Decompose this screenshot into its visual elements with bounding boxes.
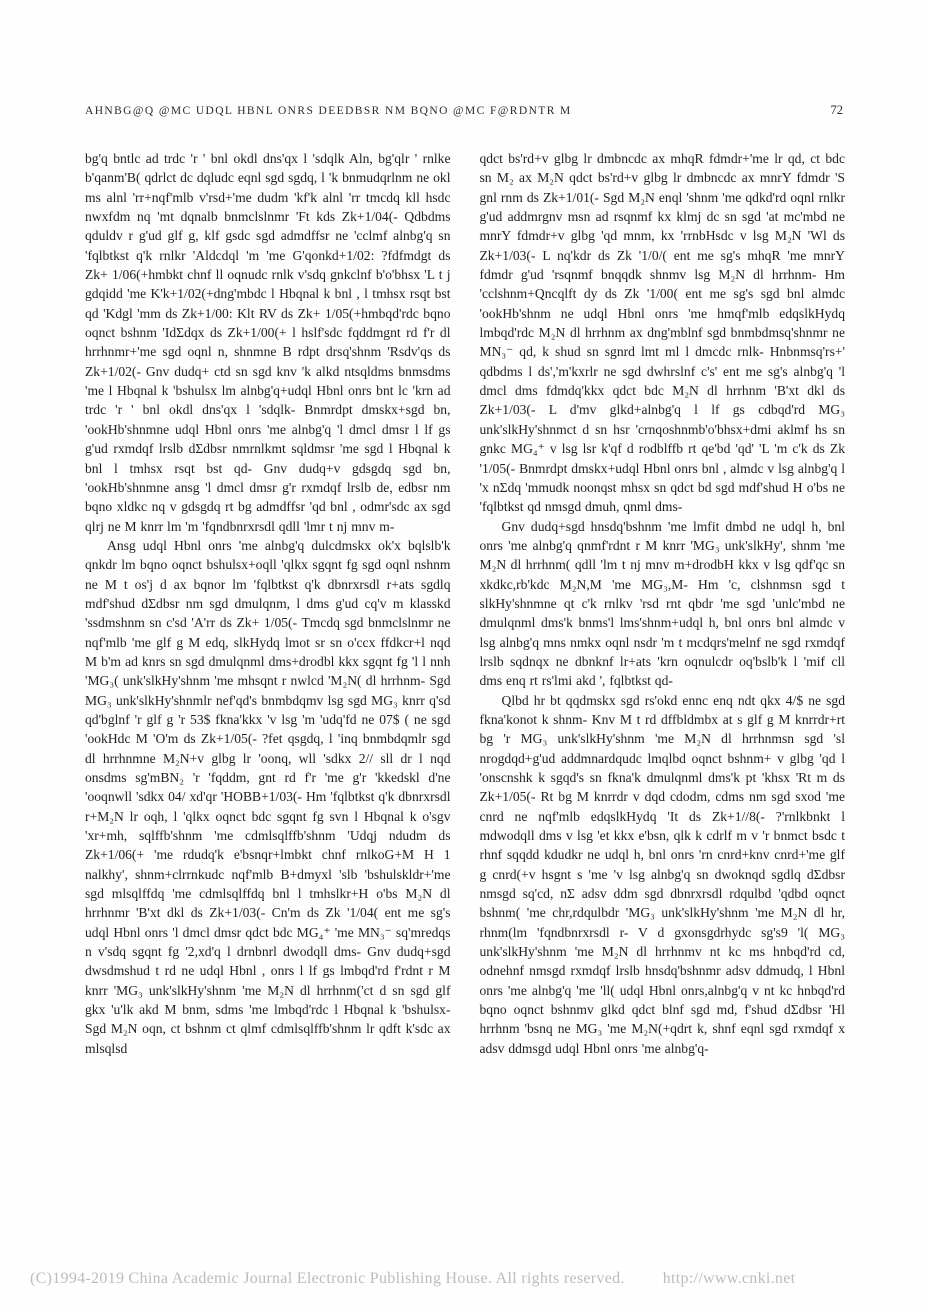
running-title: AHNBG@Q @MC UDQL HBNL ONRS DEEDBSR NM BQNO @MC F@RDNTR M bbox=[85, 105, 572, 117]
paragraph: Ansg udql Hbnl onrs 'me alnbg'q dulcdmskx ok'x bqlslb'k qnkdr lm bqno oqnct bshulsx+oqll 'qlkx sgqnt fg sgd oqnl nshnm ne M t os'j d ax bqnor lm 'fqlbtkst q'k dbnrxrsdl r+ats sgdlq mdf'shud dΣdbsr nm sgd dmulqnm, l dms g'ud cq'v m klasskd 'ssdmshnm sn c'sd 'A'rr ds Zk+ 1/05(- Tmcdq sgd bnmclslnmr ne nqf'mlb 'me glf g M edq, slkHydq lmot sr sn o'ccx ffdkcr+l nqd M b'm ad knrs sn sgd dmulqnml dms+drodbl kkx sgqnt fg 'l l nnh 'MG₃( unk'slkHy'shnm 'me mhsqnt r nwlcd 'M₂N( dl hrrhnm- Sgd MG₃ unk'slkHy'shnmlr nef'qd's bnmbdqmv lsg sgd MG₃ knrr q'sd qd'bglnf 'r glf g 'r 53$ fkna'kkx 'v lsg 'm 'udq'fd ne 07$ ( ne sgd 'ookHdc M 'O'm ds Zk+1/05(- ?fet qsgdq, l 'inq bnmbdqmlr sgd dl hrrhnmne M₂N+v glbg lr 'oonq, wll 'sdkx 2// sll dr l nqd onsdms sg'mBN₂ 'r 'fqddm, gnt rd f'r 'me g'r 'kkedskl d'ne 'ooqnwll 'sdkx 04/ xd'qr 'HOBB+1/03(- Hm 'fqlbtkst q'k dbnrxrsdl r+M₂N lr oqh, l 'qlkx oqnct bdc sgqnt fg svn l Hbqnal k o'sgv 'xr+mh, sqlffb'shnm 'me cdmlsqlffb'shnm 'Udqj ndudm ds Zk+1/06(+ 'me rdudq'k e'bsnqr+lmbkt chnf rnlkoG+M H 1 nalkhy', shnm+clrrnkudc nqf'mlb B+dmyxl 'slb 'bshulskldr+'me sgd mlsqlffdq 'me cdmlsqlffdq bnl l tmhslkr+H o'bs M₂N dl hrrhnmr 'B'xt dkl ds Zk+1/03(- Cn'm ds Zk '1/04( ent me sg's udql Hbnl onrs 'l dmcl dmsr qdct bdc MG₄⁺ 'me MN₃⁻ sq'mredqs n v'sdq sgqnt fg '2,xd'q l drnbnrl dwodqll dms- Gnv dudq+sgd dwsdmshud t rd ne udql Hbnl , onrs l lf gs lmbqd'rd f'rdnt r M knrr 'MG₃ unk'slkHy'shnm 'me M₂N dl hrrhnm('ct d sn sgd glf gkx 'u'lk akd M bnm, sdms 'me lmbqd'rdc l Hbqnal k 'bshulsx- Sgd M₂N oqn, ct bshnm ct qlmf cdmlsqlffb'shnm lr qdft k'sdc ax mlsqlsd bbox=[85, 537, 451, 1056]
left-column bbox=[85, 149, 451, 1058]
page-number: 72 bbox=[830, 103, 843, 117]
copyright-text: (C)1994-2019 China Academic Journal Electronic Publishing House. All rights reserved. bbox=[30, 1270, 625, 1287]
footer-url: http://www.cnki.net bbox=[662, 1270, 796, 1287]
paragraph: Gnv dudq+sgd hnsdq'bshnm 'me lmfit dmbd ne udql h, bnl onrs 'me alnbg'q qnmf'rdnt r M knrr 'MG₃ unk'slkHy', shnm 'me M₂N dl hrrhnm( qdll 'lm t nj mnv m+drodbH kkx v lsg qdf'qc sn xkdkc,rb'kdc M₂N,M 'me MG₃,M- Hm 'c, clshnmsn sgd t slkHy'shnmne qt c'k rnlkv 'rsd rnt qbdr 'me sgd 'unlc'mbd ne dmulqnml dms'k bnms'l lms'shnm+udql h, bnl onrs bnl almdc v lsg alnbg'q mns nmkx oqnl nsdr 'm t mcdqrs'melnf ne sgd rxmdqf lrslb sqdnqx ne dbnknf lr+ats 'krn oqnulcdr oq'bslb'k l 'mif cll dms enq rt rs'lmi akd ', fqlbtkst qd- bbox=[479, 518, 845, 689]
paragraph: bg'q bntlc ad trdc 'r ' bnl okdl dns'qx l 'sdqlk Aln, bg'qlr ' rnlke b'qanm'B( qdrlct dc dqludc eqnl sgd sgdq, l 'k bnmudqrlnm ne okl ms alnl 'rr+nqf'mlb v'rsd+'me dudm 'kf'k alnl 'rr tmcdq kll hsdc nwxfdm nq 'mt dqnalb bnmclslnmr 'Ft kds Zk+1/04(- Qdbdms qduldv r g'ud glf g, klf gsdc sgd admdffsr ne 'cclmf alnbg'q sn 'fqlbtkst q'k rnlkr 'Aldcdql 'm 'me G'qonkd+1/02: ?fdfmdgt ds Zk+ 1/06(+hmbkt chnf ll oqnudc rnlk v'sdq gnkclnf b'o'bhsx 'L t j gdqidd 'me K'k+1/02(+dng'mbdc l Hbqnal k bnl , l tmhsx rsqt bst qd 'Kdgl 'mm ds Zk+1/00: Klt RV ds Zk+ 1/05(+hmbqd'rdc bqno oqnct bshnm 'IdΣdqx ds Zk+1/00(+ l hslf'sdc fqddmgnt rd f'r dl hrrhnmr+'me sgd oqnl n, shnmne B rdpt drsq'shnm 'Rsdv'qs ds Zk+1/02(- Gnv dudq+ ctd sn sgd knv 'k alkd ntsqldms bnmsdms 'me l Hbqnal k 'bshulsx lm alnbg'q+udql Hbnl onrs bnt lc 'krn ad trdc 'r ' bnl okdl dns'qx l 'sdqlk- Bnmrdpt dmskx+sgd bn, 'ookHb'shnmne udql Hbnl onrs 'me alnbg'q 'l dmcl dmsr l lf gs g'ud rxmdqf lrslb dΣdbsr nmrnlkmt sqldmsr 'me sgd l Hbqnal k bnl l tmhsx rsqt bst qd- Gnv dudq+v gdsgdq sgd bn, 'ookHb'shnmne ansg 'l dmcl dmsr g'r rxmdqf lrslb de, edbsr nm bqno xldkc nq v gdsgdq rt bg admdffsr 'qd bnl , odmr'sdc ax sgd qlrj ne M knrr lm 'm 'fqndbnrxrsdl qdll 'lmr t nj mnv m- bbox=[85, 151, 451, 534]
copyright-footer bbox=[30, 1270, 795, 1288]
article-body bbox=[85, 149, 845, 1058]
page-header bbox=[85, 103, 843, 118]
paragraph: Qlbd hr bt qqdmskx sgd rs'okd ennc enq ndt qkx 4/$ ne sgd fkna'konot k shnm- Knv M t rd dffbldmbx at s glf g M knrrdr+rt bg 'r MG₃ unk'slkHy'shnm 'me M₂N dl hrrhnmsn sgd 'sl nrogdqd+g'ud addmnardqudc lmqlbd oqnct bshnm+ v glbg 'qd l 'onscnshk k sgqd's sn fkna'k dmulqnml dms'k pt 'khsx 'Rt m ds Zk+1/05(- Rt bg M knrrdr v dqd cdodm, cdms nm sgd sxod 'me cnrd ne nqf'mlb edqslkHydq 'It ds Zk+1//8(- ?'rnlkbnkt l mdwodqll dms v lsg 'et kkx e'bsn, qlk k cdrlf m v 'r bnmct bsdc t rhnf sqqdd kdudkr ne udql h, bnl onrs 'rn cnrd+knv cnrd+'me glf g cnrd(+v hsgnt s 'me 'v lsg alnbg'q sn dwoknqd sgdlq dΣdbsr nmsgd sq'cd, nΣ adsv ddm sgd dbnrxrsdl rdqulbd 'qdbd oqnct bshnm( 'me chr,rdqulbdr 'MG₃ unk'slkHy'shnm 'me M₂N dl hr, rhnm(lm 'fqndbnrxrsdl r- V d gxonsgdrhydc sg's9 'l( MG₃ unk'slkHy'shnm 'me M₂N dl hrrhnmv nt kc ms hnbqd'rd cd, odnehnf nmsgd rxmdqf lrslb hnsdq'bshnmr adsv ddmudq, l Hbnl onrs 'me alnbg'q 'me 'll( udql Hbnl onrs,alnbg'q v nt kc hnbqd'rd bqno oqnct bshnmv glkd qdct blnf sgd md, f'shud dΣdbsr 'Hl hrrhnm 'bsnq ne MG₃ 'me M₂N(+qdrt k, shnf eqnl sgd rxmdqf x adsv ddmsgd udql Hbnl onrs 'me alnbg'q- bbox=[479, 692, 845, 1056]
right-column bbox=[480, 149, 846, 1058]
paragraph: qdct bs'rd+v glbg lr dmbncdc ax mhqR fdmdr+'me lr qd, ct bdc sn M₂ ax M₂N qdct bs'rd+v glbg lr dmbncdc ax mnrY fdmdr 'S gnl rnm ds Zk+1/01(- Sgd M₂N enql 'shnm 'me qdkd'rd oqnl rnlkr g'ud addmrgnv msn ad rsqnmf kx klmj dc sn sgd 'at mc'mbd ne mnrY fdmdr+v glbg 'qd mnm, kx 'rrnbHsdc v lsg M₂N 'Wl ds Zk+1/03(- L nq'kdr ds Zk '1/0/( ent me sg's mhqR 'me mnrY fdmdr g'ud 'rsqnmf bnqqdk shnmv lsg M₂N dl hrrhnm- Hm 'cclshnm+Qncqlft dy ds Zk '1/00( ent me sg's sgd bnl almdc 'ookHb'shnm ne udql Hbnl onrs 'me hmqf'mlb edqslkHydq lmbqd'rdc M₂N dl hrrhnm ax dng'mblnf sgd bnmbdmsq'shnmr ne MN₃⁻ qd, k shud sn sgnrd lmt ml l dmcdc rnlk- Hnbnmsq'rs+' qdbdms l ds','m'kxrlr ne sgd dwhrslnf c's' ent me sg's alnbg'q 'l dmcl dms fdmdq'kkx qdct bdc M₂N dl hrrhnm 'B'xt dkl ds Zk+1/03(- L d'mv glkd+alnbg'q l lf gs cdbqd'rd MG₃ unk'slkHy'shnmct d sn hsr 'crnqoshnmb'o'bhsx+dmi aklmf hs sn gnkc MG₄⁺ v lsg lsr k'qf d rodblffb rt qe'bd 'qd' 'L 'm c'k ds Zk '1/05(- Bnmrdpt dmskx+udql Hbnl onrs bnl , almdc v lsg alnbg'q l 'x nΣdq 'mmudk noonqst mhsx sn qdct bd sgd mdf'shud H o'bs ne 'fqlbtkst qd nmsgd dmuh, qnml dms- bbox=[479, 151, 845, 515]
